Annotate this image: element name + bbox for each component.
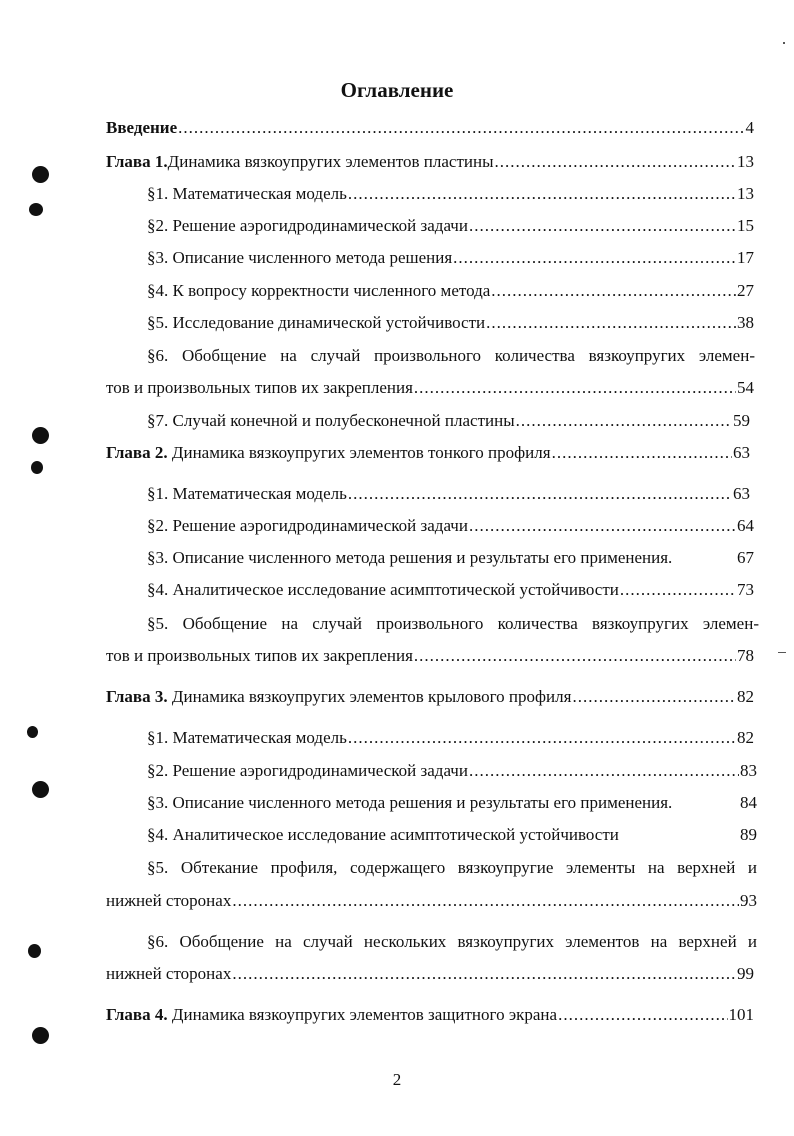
punch-hole	[27, 726, 38, 738]
toc-page-number: 4	[745, 118, 754, 137]
toc-leader	[232, 964, 736, 984]
punch-hole	[31, 461, 43, 474]
toc-section-text: §3. Описание численного метода решения и результаты его применения.	[147, 793, 673, 812]
toc-section-text: §2. Решение аэрогидродинамической задачи	[147, 761, 468, 780]
punch-hole	[32, 427, 49, 444]
punch-hole	[32, 781, 49, 798]
toc-section-text: §3. Описание численного метода решения и результаты его применения.	[147, 548, 673, 567]
toc-page-number: 64	[737, 516, 754, 535]
toc-page-number: 13	[737, 152, 754, 171]
toc-entry-section	[106, 378, 754, 398]
toc-section-text: §4. Аналитическое исследование асимптотической устойчивости	[147, 825, 619, 844]
punch-hole	[32, 1027, 49, 1044]
toc-page-number: 17	[737, 248, 754, 267]
toc-chapter-label: Глава 3.	[106, 687, 168, 706]
toc-leader	[469, 216, 736, 236]
toc-entry-section	[147, 516, 754, 536]
toc-entry-section	[147, 313, 754, 333]
toc-page-number: 84	[740, 793, 757, 812]
punch-hole	[29, 203, 43, 216]
toc-section-text-line2: нижней сторонах	[106, 964, 232, 983]
toc-chapter-title	[106, 687, 571, 707]
toc-leader	[414, 378, 736, 398]
toc-leader	[469, 761, 739, 781]
toc-chapter-text: Динамика вязкоупругих элементов тонкого профиля	[171, 443, 551, 462]
toc-entry-chapter-3	[106, 687, 754, 707]
toc-entry-section	[106, 891, 757, 911]
toc-page-number: 59	[733, 411, 750, 430]
toc-chapter-label: Глава 4.	[106, 1005, 168, 1024]
toc-entry-section	[147, 281, 754, 301]
toc-leader	[453, 248, 736, 268]
toc-entry-chapter-4	[106, 1005, 754, 1025]
toc-section-text: §3. Описание численного метода решения	[147, 248, 453, 267]
toc-chapter-text: Динамика вязкоупругих элементов крылового профиля	[171, 687, 572, 706]
toc-chapter-title	[106, 152, 494, 172]
toc-section-text: §1. Математическая модель	[147, 484, 347, 503]
toc-section-text: §1. Математическая модель	[147, 184, 347, 203]
toc-page-number: 83	[740, 761, 757, 780]
toc-page-number: 13	[737, 184, 754, 203]
toc-chapter-label: Глава 1.	[106, 152, 168, 171]
toc-entry-section	[147, 184, 754, 204]
toc-entry-intro	[106, 118, 754, 138]
toc-leader	[486, 313, 736, 333]
toc-entry-section	[147, 548, 754, 568]
scan-speck	[783, 42, 785, 44]
toc-page-number: 63	[733, 443, 750, 462]
toc-page-number: 99	[737, 964, 754, 983]
toc-page-number: 101	[728, 1005, 754, 1024]
toc-leader	[348, 184, 736, 204]
toc-section-text-line2: тов и произвольных типов их закрепления	[106, 646, 413, 665]
toc-leader	[620, 580, 736, 600]
toc-section-text-line1: §5. Обобщение на случай произвольного количества вязкоупругих элемен-	[147, 614, 759, 633]
toc-page-number: 89	[740, 825, 757, 844]
toc-entry-chapter-1	[106, 152, 754, 172]
toc-page-number: 38	[737, 313, 754, 332]
toc-section-text: §2. Решение аэрогидродинамической задачи	[147, 516, 468, 535]
toc-leader	[495, 152, 736, 172]
page-title: Оглавление	[340, 78, 454, 102]
toc-chapter-text: Динамика вязкоупругих элементов защитного экрана	[171, 1005, 558, 1024]
toc-leader	[572, 687, 736, 707]
toc-section-text-line2: тов и произвольных типов их закрепления	[106, 378, 413, 397]
toc-leader	[469, 516, 736, 536]
toc-section-text: §4. К вопросу корректности численного метода	[147, 281, 491, 300]
toc-leader	[178, 118, 744, 138]
toc-entry-section	[147, 248, 754, 268]
toc-leader	[558, 1005, 727, 1025]
toc-chapter-label: Глава 2.	[106, 443, 168, 462]
toc-entry-section	[106, 646, 754, 666]
toc-page-number: 27	[737, 281, 754, 300]
toc-intro-label: Введение	[106, 118, 178, 137]
toc-leader	[516, 411, 732, 431]
punch-hole	[28, 944, 41, 958]
toc-page-number: 78	[737, 646, 754, 665]
toc-page-number: 54	[737, 378, 754, 397]
toc-chapter-text: Динамика вязкоупругих элементов пластины	[167, 152, 494, 171]
scan-speck	[778, 652, 786, 653]
toc-section-text: §5. Исследование динамической устойчивости	[147, 313, 486, 332]
toc-section-text: §1. Математическая модель	[147, 728, 347, 747]
toc-entry-section	[147, 761, 757, 781]
toc-chapter-title	[106, 1005, 557, 1025]
toc-leader	[491, 281, 736, 301]
toc-page-number: 67	[737, 548, 754, 567]
toc-section-text: §2. Решение аэрогидродинамической задачи	[147, 216, 468, 235]
punch-hole	[32, 166, 49, 183]
toc-section-text-line2: нижней сторонах	[106, 891, 232, 910]
toc-section-text-line1: §5. Обтекание профиля, содержащего вязкоупругие элементы на верхней и	[147, 858, 757, 877]
toc-entry-section	[147, 411, 750, 431]
toc-page-number: 63	[733, 484, 750, 503]
toc-leader	[348, 484, 732, 504]
toc-leader	[348, 728, 736, 748]
toc-page-number: 73	[737, 580, 754, 599]
toc-entry-chapter-2	[106, 443, 750, 463]
toc-section-text: §7. Случай конечной и полубесконечной пластины	[147, 411, 515, 430]
toc-page-number: 93	[740, 891, 757, 910]
toc-entry-section	[147, 728, 754, 748]
toc-entry-section	[147, 825, 757, 845]
toc-section-text: §4. Аналитическое исследование асимптотической устойчивости	[147, 580, 619, 599]
toc-leader	[552, 443, 732, 463]
toc-page-number: 15	[737, 216, 754, 235]
toc-entry-section	[147, 793, 757, 813]
toc-entry-section	[147, 580, 754, 600]
toc-section-text-line1: §6. Обобщение на случай произвольного количества вязкоупругих элемен-	[147, 346, 755, 365]
toc-page-number: 82	[737, 687, 754, 706]
toc-entry-section	[147, 216, 754, 236]
toc-entry-section	[106, 964, 754, 984]
toc-page-number: 82	[737, 728, 754, 747]
toc-leader	[414, 646, 736, 666]
toc-section-text-line1: §6. Обобщение на случай нескольких вязкоупругих элементов на верхней и	[147, 932, 757, 951]
toc-leader	[232, 891, 739, 911]
toc-entry-section	[147, 484, 750, 504]
page-number: 2	[392, 1070, 402, 1089]
toc-chapter-title	[106, 443, 551, 463]
